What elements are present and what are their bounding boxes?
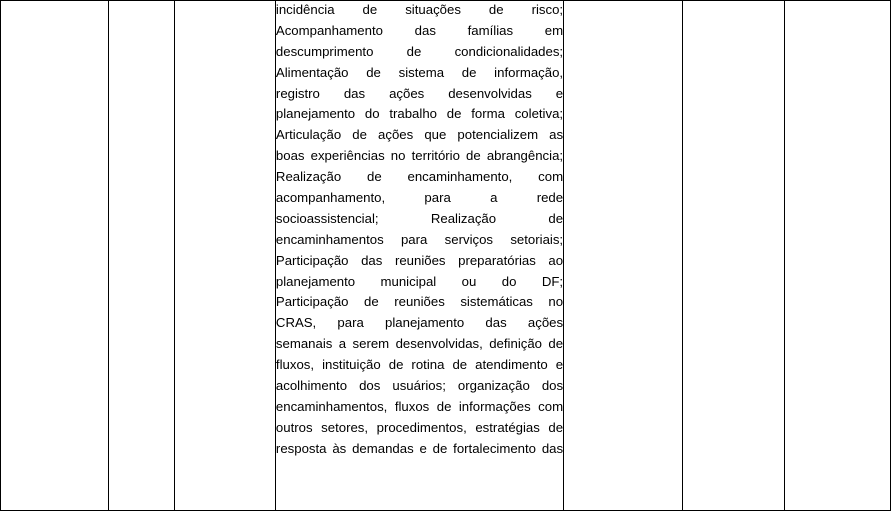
table-cell-empty-3 — [175, 1, 276, 511]
table-cell-empty-1 — [1, 1, 109, 511]
text-line: socioassistencial; Realização de — [275, 210, 564, 226]
table-cell-empty-5 — [564, 1, 683, 511]
text-line: descumprimento de condicionalidades; — [275, 43, 564, 59]
text-line: acolhimento dos usuários; organização dos — [275, 378, 564, 394]
text-line: semanais a serem desenvolvidas, definição de — [275, 336, 564, 352]
text-line: fluxos, instituição de rotina de atendimento e — [275, 357, 564, 373]
text-line: Acompanhamento das famílias em — [275, 22, 564, 38]
text-line: resposta às demandas e de fortalecimento das — [275, 440, 564, 456]
text-line: CRAS, para planejamento das ações — [275, 315, 564, 331]
text-line: acompanhamento, para a rede — [275, 190, 564, 206]
text-line: encaminhamentos, fluxos de informações com — [275, 398, 564, 414]
text-line: Alimentação de sistema de informação, — [275, 64, 564, 80]
table-cell-empty-7 — [785, 1, 891, 511]
table-cell-activities — [275, 1, 563, 511]
text-line: boas experiências no território de abrangência; — [275, 148, 564, 164]
table-cell-empty-6 — [683, 1, 785, 511]
table-cell-empty-2 — [108, 1, 174, 511]
text-line: Participação de reuniões sistemáticas no — [275, 294, 564, 310]
table-row — [1, 1, 891, 511]
text-line: Realização de encaminhamento, com — [275, 169, 564, 185]
text-line: Articulação de ações que potencializem as — [275, 127, 564, 143]
text-line: planejamento municipal ou do DF; — [275, 273, 564, 289]
text-line: planejamento do trabalho de forma coletiva; — [275, 106, 564, 122]
text-line: incidência de situações de risco; — [275, 2, 564, 17]
text-line: registro das ações desenvolvidas e — [275, 85, 564, 101]
text-line: encaminhamentos para serviços setoriais; — [275, 231, 564, 247]
text-line: Participação das reuniões preparatórias ao — [275, 252, 564, 268]
text-line: outros setores, procedimentos, estratégias de — [275, 419, 564, 435]
